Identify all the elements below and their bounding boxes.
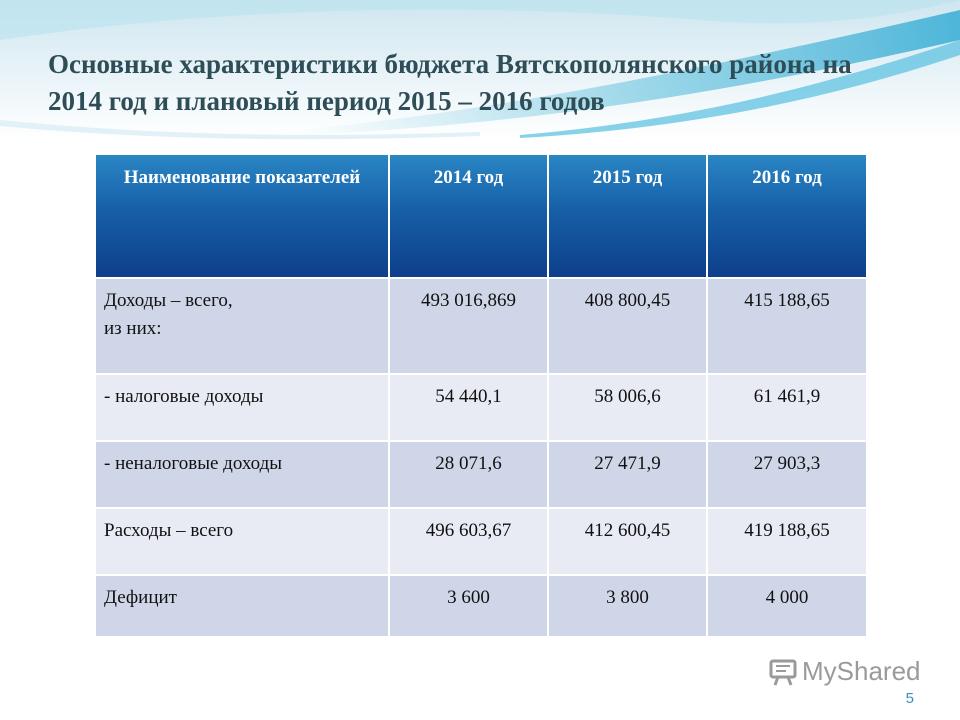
presentation-board-icon bbox=[768, 657, 798, 687]
slide-title: Основные характеристики бюджета Вятскополянского района на 2014 год и плановый период 2015 – 2016 годов bbox=[48, 49, 852, 116]
cell-value: 415 188,65 bbox=[707, 278, 867, 374]
header-year-2014: 2014 год bbox=[389, 154, 548, 278]
row-label-line: из них: bbox=[104, 318, 162, 339]
header-year-2015: 2015 год bbox=[548, 154, 707, 278]
table-header-row bbox=[95, 154, 867, 278]
cell-value: 54 440,1 bbox=[389, 374, 548, 441]
table-row bbox=[95, 441, 867, 508]
cell-value: 27 471,9 bbox=[548, 441, 707, 508]
row-label-nontax-revenue: - неналоговые доходы bbox=[95, 441, 389, 508]
header-indicator-name: Наименование показателей bbox=[95, 154, 389, 278]
cell-value: 412 600,45 bbox=[548, 508, 707, 575]
watermark-text: MyShared bbox=[802, 656, 921, 686]
table-row bbox=[95, 575, 867, 637]
cell-value: 28 071,6 bbox=[389, 441, 548, 508]
cell-value: 4 000 bbox=[707, 575, 867, 637]
cell-value: 496 603,67 bbox=[389, 508, 548, 575]
table-row bbox=[95, 374, 867, 441]
cell-value: 493 016,869 bbox=[389, 278, 548, 374]
cell-value: 408 800,45 bbox=[548, 278, 707, 374]
myshared-watermark bbox=[768, 656, 921, 687]
page-number: 5 bbox=[905, 690, 914, 707]
table-row bbox=[95, 278, 867, 374]
cell-value: 27 903,3 bbox=[707, 441, 867, 508]
table-row bbox=[95, 508, 867, 575]
budget-table bbox=[94, 153, 868, 638]
header-year-2016: 2016 год bbox=[707, 154, 867, 278]
row-label-line: Доходы – всего, bbox=[104, 290, 233, 311]
row-label-deficit: Дефицит bbox=[95, 575, 389, 637]
row-label-revenue-total bbox=[95, 278, 389, 374]
cell-value: 58 006,6 bbox=[548, 374, 707, 441]
cell-value: 419 188,65 bbox=[707, 508, 867, 575]
row-label-tax-revenue: - налоговые доходы bbox=[95, 374, 389, 441]
cell-value: 61 461,9 bbox=[707, 374, 867, 441]
row-label-expenses-total: Расходы – всего bbox=[95, 508, 389, 575]
cell-value: 3 600 bbox=[389, 575, 548, 637]
cell-value: 3 800 bbox=[548, 575, 707, 637]
